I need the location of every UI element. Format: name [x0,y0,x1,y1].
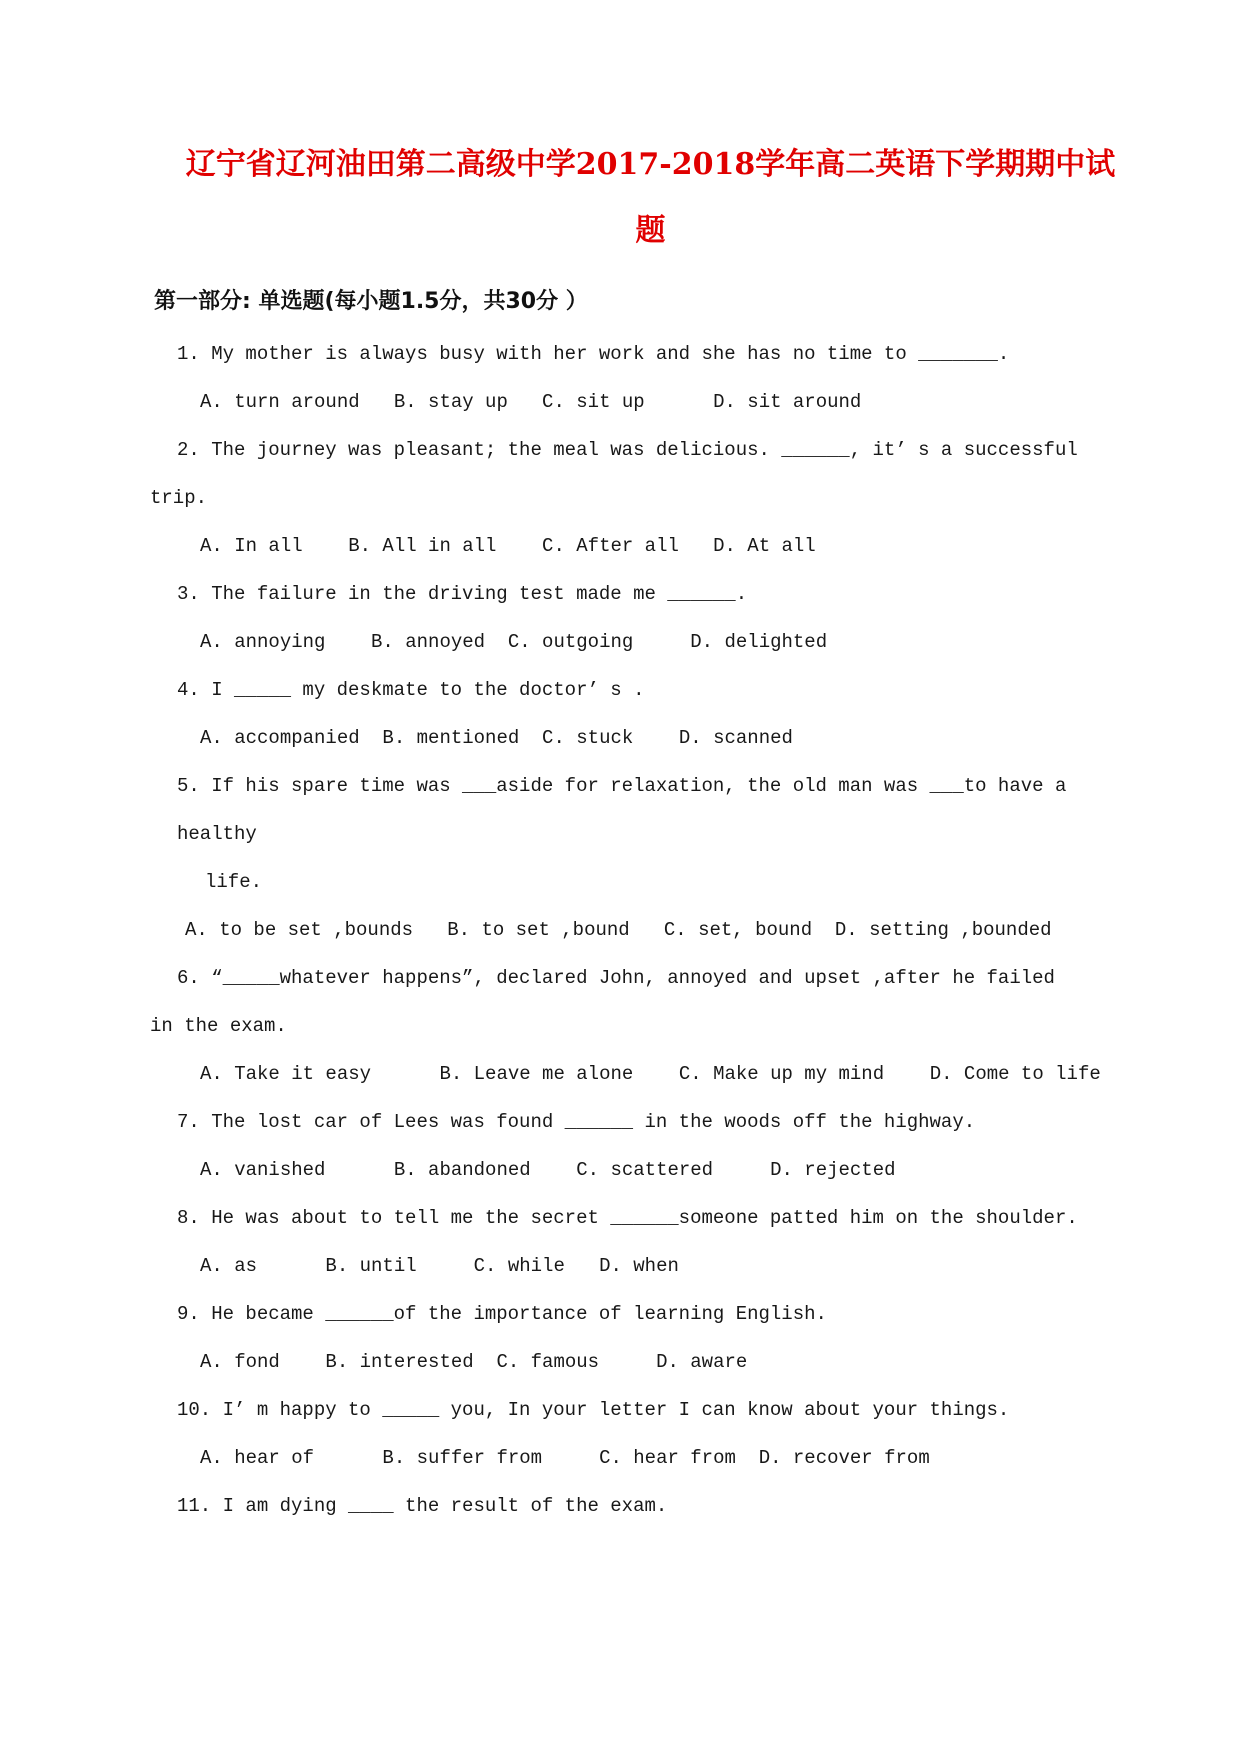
section-header: 第一部分: 单选题(每小题1.5分，共30分 ） [154,289,588,314]
text-line: 4. I _____ my deskmate to the doctor’ s . [177,679,645,701]
text-line: A. In all B. All in all C. After all D. At all [200,535,816,557]
text-line: 6. “_____whatever happens”, declared John, annoyed and upset ,after he failed [177,967,1055,989]
exam-body [150,330,1151,1530]
text-line: A. to be set ,bounds B. to set ,bound C. set, bound D. setting ,bounded [185,919,1052,941]
text-line: A. annoying B. annoyed C. outgoing D. delighted [200,631,828,653]
text-line: A. turn around B. stay up C. sit up D. sit around [200,391,862,413]
text-line: 8. He was about to tell me the secret ______someone patted him on the shoulder. [177,1207,1078,1229]
text-line: 2. The journey was pleasant; the meal was delicious. ______, it’ s a successful [177,439,1078,461]
text-line: A. vanished B. abandoned C. scattered D. rejected [200,1159,896,1181]
text-line: A. hear of B. suffer from C. hear from D. recover from [200,1447,930,1469]
text-line: life. [205,871,263,893]
text-line: 1. My mother is always busy with her work and she has no time to _______. [177,343,1010,365]
text-line: in the exam. [150,1015,287,1037]
title-line-1: 辽宁省辽河油田第二高级中学2017-2018学年高二英语下学期期中试 [185,147,1116,182]
document-title [150,132,1151,264]
text-line: 5. If his spare time was ___aside for relaxation, the old man was ___to have a healthy [177,775,1078,845]
text-line: 9. He became ______of the importance of learning English. [177,1303,827,1325]
title-line-2: 题 [635,213,666,248]
text-line: 3. The failure in the driving test made me ______. [177,583,748,605]
text-line: 11. I am dying ____ the result of the exam. [177,1495,668,1517]
text-line: 10. I’ m happy to _____ you, In your letter I can know about your things. [177,1399,1010,1421]
text-line: trip. [150,487,208,509]
text-line: 7. The lost car of Lees was found ______ in the woods off the highway. [177,1111,976,1133]
text-line: A. fond B. interested C. famous D. aware [200,1351,748,1373]
text-line: A. as B. until C. while D. when [200,1255,679,1277]
text-line: A. Take it easy B. Leave me alone C. Make up my mind D. Come to life [200,1063,1101,1085]
text-line: A. accompanied B. mentioned C. stuck D. scanned [200,727,793,749]
